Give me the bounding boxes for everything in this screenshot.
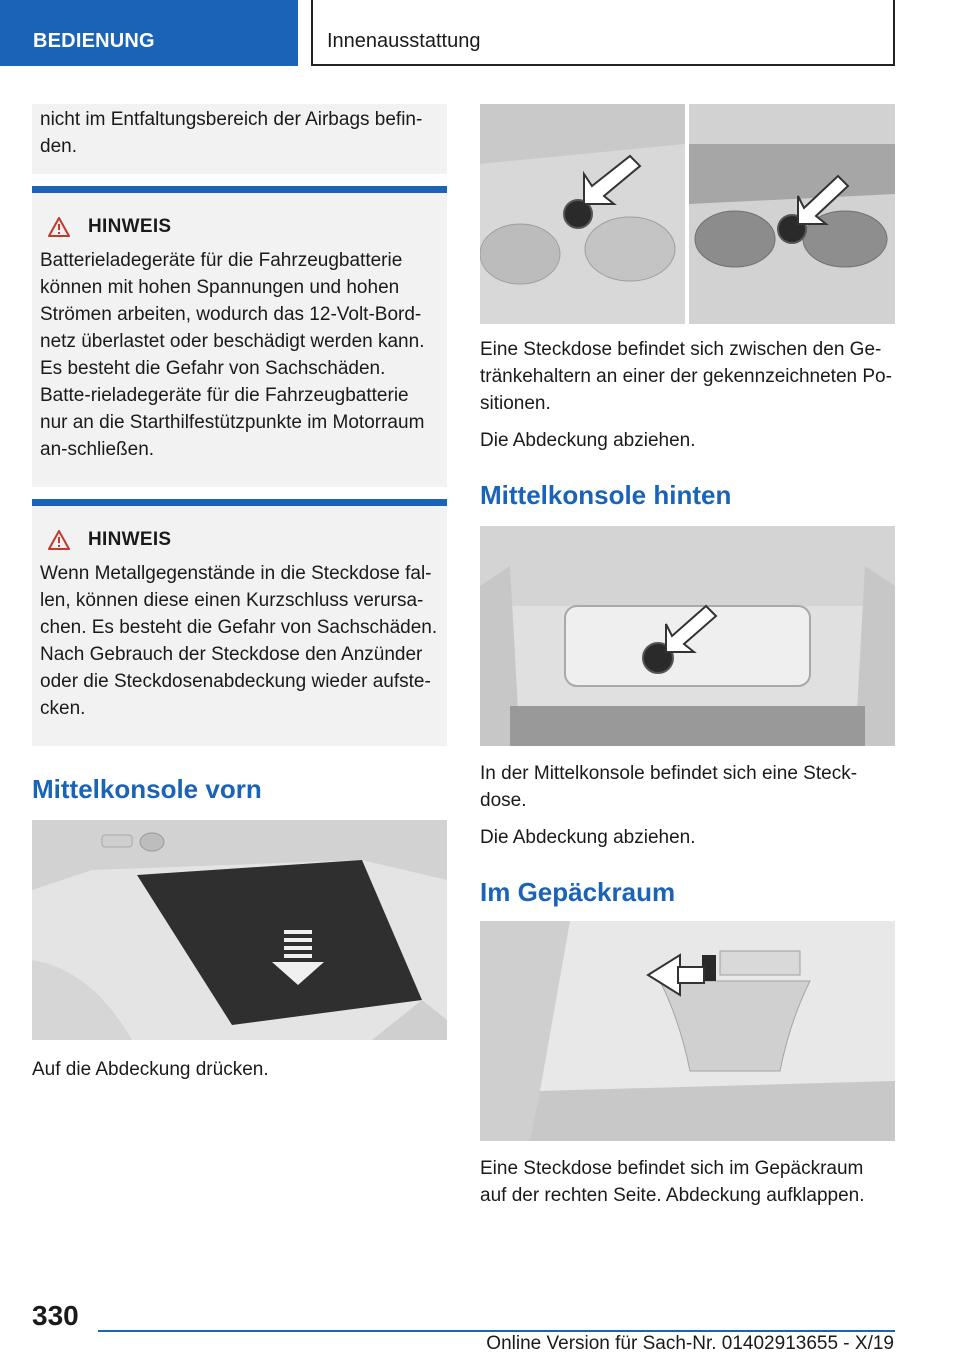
chapter-title: Innenausstattung xyxy=(327,30,481,52)
footer-divider xyxy=(98,1330,895,1332)
figure-front-console xyxy=(32,820,447,1040)
rear-console-text: In der Mittelkonsole befindet sich eine Steck-dose. xyxy=(480,763,858,811)
caption-front: Auf die Abdeckung drücken. xyxy=(32,1059,269,1080)
notice-text: Wenn Metallgegenstände in die Steckdose fal-len, können diese einen Kurzschluss verursa-chen. Es besteht die Gefahr von Sachschäden. Nach Gebrauch der Steckdose den Anzünder oder die Steckdosenabdeckung wieder aufste-cken. xyxy=(40,563,438,719)
front-console-illustration xyxy=(32,820,447,1040)
rear-console-instruction: Die Abdeckung abziehen. xyxy=(480,827,696,848)
notice-head xyxy=(40,207,439,247)
notice-title: HINWEIS xyxy=(88,529,172,550)
trunk-illustration xyxy=(480,921,895,1141)
page-number: 330 xyxy=(32,1300,79,1331)
figure-cupholders xyxy=(480,104,895,324)
rear-console-illustration xyxy=(480,526,895,746)
section-title: BEDIENUNG xyxy=(33,30,155,52)
notice-battery-charger xyxy=(32,186,447,487)
continuation-text-box xyxy=(32,104,447,174)
notice-text: Batterieladegeräte für die Fahrzeugbatterie können mit hohen Spannungen und hohen Strömen arbeiten, wodurch das 12-Volt-Bord-netz überlastet oder beschädigt werden kann. Es besteht die Gefahr von Sachschäden. Batte-rieladegeräte für die Fahrzeugbatterie nur an die Starthilfestützpunkte im Motorraum an-schließen. xyxy=(40,250,425,460)
section-tab xyxy=(0,0,298,66)
notice-head xyxy=(40,520,439,560)
left-column xyxy=(32,104,447,1083)
heading-mittelkonsole-hinten: Mittelkonsole hinten xyxy=(480,480,732,510)
online-version-note: Online Version für Sach-Nr. 01402913655 - X/19 xyxy=(486,1333,894,1354)
right-column xyxy=(480,104,895,1209)
figure-trunk xyxy=(480,921,895,1141)
notice-title: HINWEIS xyxy=(88,216,172,237)
cupholder-text: Eine Steckdose befindet sich zwischen den Ge-tränkehaltern an einer der gekennzeichneten Po-sitionen. xyxy=(480,339,892,414)
heading-mittelkonsole-vorn: Mittelkonsole vorn xyxy=(32,774,262,804)
continuation-text: nicht im Entfaltungsbereich der Airbags befin-den. xyxy=(40,109,423,157)
chapter-header xyxy=(311,0,895,66)
figure-rear-console xyxy=(480,526,895,746)
warning-triangle-icon xyxy=(48,217,70,237)
notice-metal-objects xyxy=(32,499,447,746)
cupholder-illustration xyxy=(480,104,895,324)
warning-triangle-icon xyxy=(48,530,70,550)
heading-gepaeckraum: Im Gepäckraum xyxy=(480,877,676,907)
trunk-text: Eine Steckdose befindet sich im Gepäckraum auf der rechten Seite. Abdeckung aufklappen. xyxy=(480,1158,865,1206)
cupholder-instruction: Die Abdeckung abziehen. xyxy=(480,430,696,451)
